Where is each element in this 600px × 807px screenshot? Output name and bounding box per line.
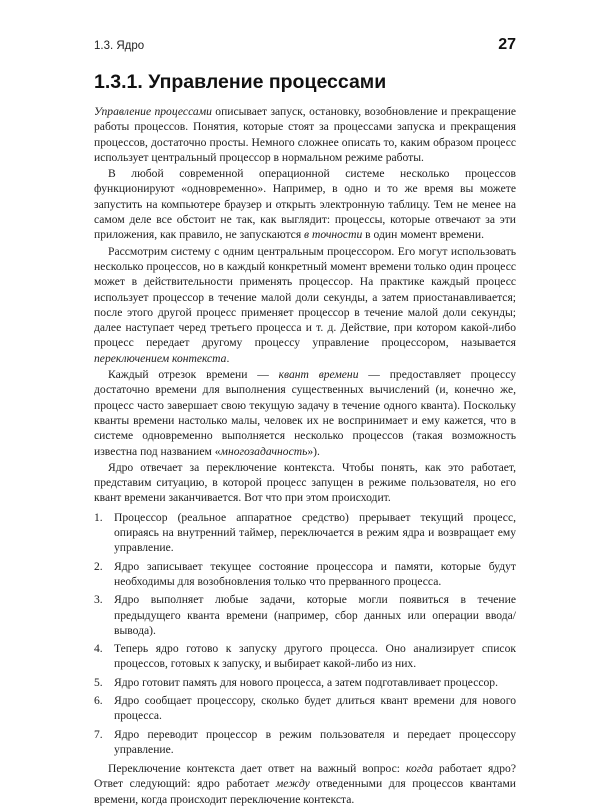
list-item-number: 3. [94,593,103,607]
list-item-number: 6. [94,693,103,707]
list-item [94,510,516,556]
paragraph-text: . [226,351,230,365]
paragraph-intro [94,104,516,165]
paragraph-kernel-context-switch: Ядро отвечает за переключение контекста. Чтобы понять, как это работает, представим ситуацию, в которой процесс запущен в режиме пользователя, но его квант времени заканчивается. Вот что при этом происходит. [94,460,516,505]
paragraph-text: В любой современной операционной системе несколько процессов функционируют «одновременно». Например, в одно и то же время вы можете запустить на компьютере браузер и открыть электронную таблицу. Тем не менее на самом деле все обстоит не так, как выглядит: процессы, которые отвечают за эти приложения, как правило, не запускаются [94,167,516,242]
list-item-number: 1. [94,510,103,524]
list-item-text: Ядро готовит память для нового процесса, а затем подготавливает процессор. [114,675,499,689]
page-number: 27 [498,36,516,53]
term-process-management: Управление процессами [94,105,212,118]
paragraph-text: в один момент времени. [362,228,484,242]
paragraph-text: Каждый отрезок времени — [108,368,279,382]
list-item [94,727,516,758]
term-time-slice: квант времени [278,368,359,382]
list-item [94,559,516,590]
list-item-number: 4. [94,642,103,656]
paragraph-text: Переключение контекста дает ответ на важный вопрос: [108,762,406,776]
paragraph-text: работает ядро? Ответ следующий: ядро работает [94,762,516,791]
paragraph-multitasking-intro [94,166,516,242]
running-title: 1.3. Ядро [94,40,145,52]
list-item-text: Ядро переводит процессор в режим пользователя и передает процессору управление. [114,727,516,756]
list-item-text: Теперь ядро готово к запуску другого процесса. Оно анализирует список процессов, готовых к запуску, и выбирает какой-либо из них. [114,642,516,671]
list-item-number: 7. [94,727,103,741]
term-multitasking: многозадачность [220,444,308,458]
emphasis-exactly: в точности [304,228,363,242]
list-item-number: 5. [94,675,103,689]
list-item-number: 2. [94,559,103,573]
list-item-text: Ядро сообщает процессору, сколько будет длиться квант времени для нового процесса. [114,693,516,723]
list-item [94,675,516,690]
list-item-text: Ядро выполняет любые задачи, которые могли появиться в течение предыдущего кванта времени (например, сбор данных или операции ввода/вывода). [114,593,516,637]
paragraph-time-slice [94,367,516,459]
term-context-switch: переключением контекста [94,351,227,365]
context-switch-steps-list [94,510,516,757]
paragraph-text: Рассмотрим систему с одним центральным процессором. Его могут использовать несколько процессов, но в каждый конкретный момент времени только один процесс может в действительности применять процессор. На практике каждый процесс использует процессор в течение малой доли секунды, а затем приостанавливается; после этого другой процесс применяет процессор в течение малой доли секунды; далее наступает черед третьего процесса и т. д. Действие, при котором какой-либо процесс передает другому процессу управление процессором, называется [94,244,516,350]
list-item [94,592,516,638]
list-item [94,693,516,724]
list-item-text: Ядро записывает текущее состояние процессора и памяти, которые будут необходимы для возобновления только что прерванного процесса. [114,559,516,588]
paragraph-when-kernel-runs [94,761,516,807]
paragraph-text: »). [307,444,320,458]
list-item-text: Процессор (реальное аппаратное средство) прерывает текущий процесс, опираясь на внутренний таймер, переключается в режим ядра и возвращает ему управление. [114,510,516,555]
section-title: 1.3.1. Управление процессами [94,71,387,93]
emphasis-between: между [275,777,310,791]
emphasis-when: когда [406,762,433,776]
paragraph-single-cpu [94,244,516,366]
paragraph-text: — предоставляет процессу достаточно времени для выполнения существенных вычислений (и, конечно же, процесс часто завершает свою текущую задачу в течение одного кванта). Поскольку кванты времени настолько малы, человек их не воспринимает и ему кажется, что в системе одновременно выполняется несколько процессов (такая возможность известна под названием « [94,368,516,458]
paragraph-text: описывает запуск, остановку, возобновление и прекращение работы процессов. Понятия, которые стоят за процессами запуска и прекращения процессов, достаточно просты. Немного сложнее описать то, каким образом процесс использует центральный процессор в нормальном режиме работы. [94,105,516,164]
list-item [94,641,516,672]
paragraph-text: отведенными для процессов квантами времени, когда происходит переключение контекста. [94,777,516,806]
running-header [94,36,516,60]
